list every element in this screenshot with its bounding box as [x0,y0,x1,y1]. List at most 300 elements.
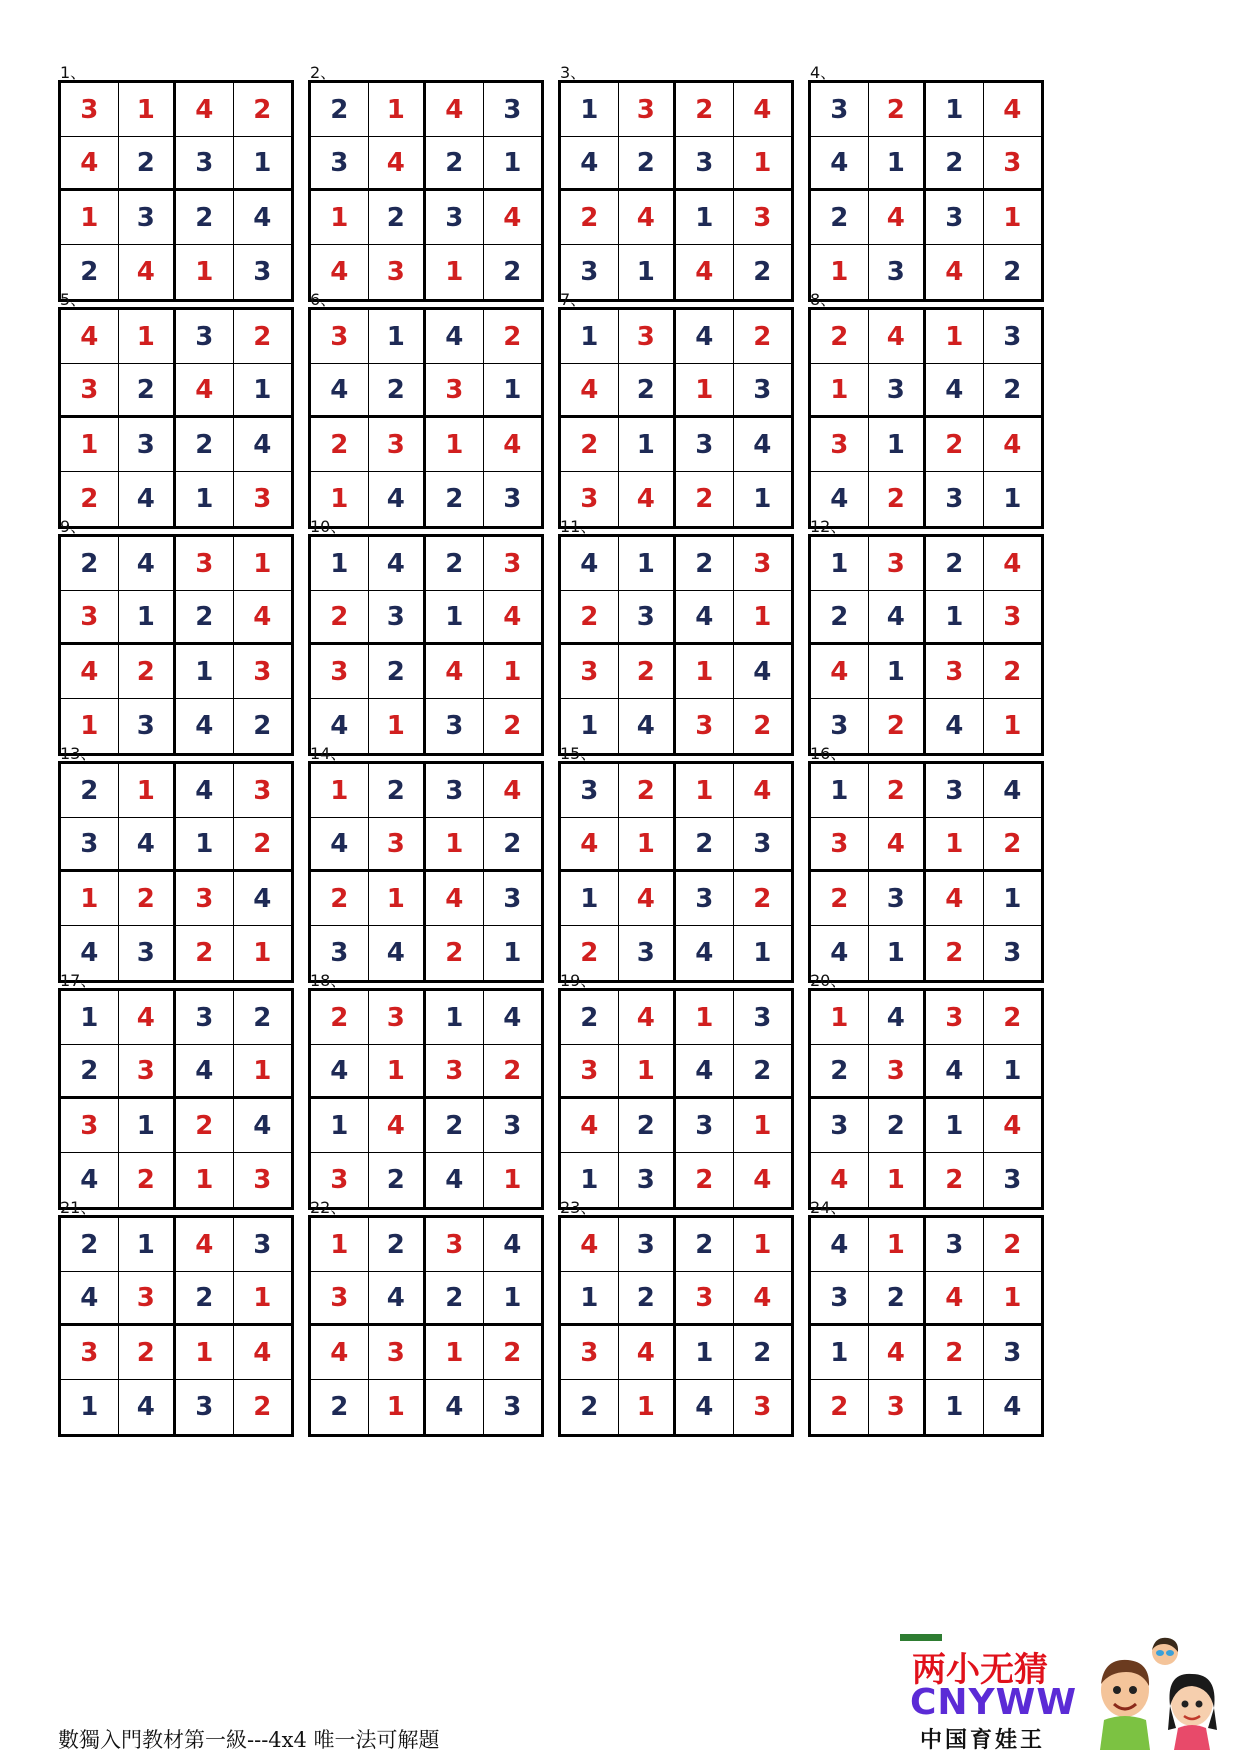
sudoku-cell: 4 [484,1218,542,1272]
puzzle-number: 23、 [560,1198,597,1217]
sudoku-cell: 4 [61,310,119,364]
sudoku-cell: 3 [426,364,484,418]
sudoku-cell: 2 [176,1272,234,1326]
sudoku-cell: 3 [984,1326,1042,1380]
sudoku-cell: 1 [311,1099,369,1153]
sudoku-cell: 3 [869,872,927,926]
sudoku-cell: 1 [619,818,677,872]
sudoku-cell: 2 [676,818,734,872]
sudoku-cell: 2 [311,1380,369,1434]
sudoku-board [308,307,544,529]
sudoku-cell: 4 [119,245,177,299]
sudoku-cell: 1 [369,699,427,753]
sudoku-cell: 3 [869,1045,927,1099]
sudoku-cell: 2 [1003,257,1022,287]
sudoku-cell: 3 [869,245,927,299]
sudoku-cell: 3 [369,418,427,472]
sudoku-cell: 3 [176,137,234,191]
sudoku-cell: 3 [561,764,619,818]
sudoku-cell: 1 [753,938,772,968]
puzzle-number: 7、 [560,290,587,309]
sudoku-cell: 1 [1003,711,1022,741]
brand-wordmark: CNYWW [910,1682,1078,1723]
sudoku-cell: 2 [869,1099,927,1153]
sudoku-cell: 1 [426,245,484,299]
sudoku-puzzle [808,60,1048,314]
sudoku-cell: 2 [561,1380,619,1434]
sudoku-cell: 3 [119,418,177,472]
sudoku-cell: 1 [926,1099,984,1153]
sudoku-cell: 3 [561,1326,619,1380]
sudoku-cell: 2 [426,137,484,191]
sudoku-cell: 3 [926,472,984,526]
sudoku-cell: 3 [926,1218,984,1272]
sudoku-cell: 4 [61,926,119,980]
sudoku-cell: 2 [234,83,292,137]
sudoku-puzzle [558,287,798,541]
sudoku-cell: 1 [176,472,234,526]
sudoku-cell: 4 [676,926,734,980]
sudoku-cell: 2 [753,257,772,287]
sudoku-board [808,988,1044,1210]
sudoku-cell: 1 [619,537,677,591]
sudoku-cell: 1 [61,872,119,926]
sudoku-cell: 3 [1003,938,1022,968]
sudoku-cell: 3 [369,591,427,645]
sudoku-cell: 2 [734,1326,792,1380]
sudoku-cell: 2 [369,191,427,245]
sudoku-cell: 4 [984,764,1042,818]
sudoku-board [808,80,1044,302]
sudoku-cell: 4 [61,1153,119,1207]
sudoku-cell: 4 [61,1272,119,1326]
sudoku-puzzle [808,514,1048,768]
brand-logo [900,1632,1230,1753]
sudoku-cell: 3 [176,310,234,364]
sudoku-cell: 4 [426,83,484,137]
sudoku-cell: 3 [311,137,369,191]
sudoku-cell: 1 [561,872,619,926]
sudoku-cell: 4 [926,699,984,753]
sudoku-cell: 1 [734,591,792,645]
sudoku-cell: 4 [484,764,542,818]
sudoku-cell: 1 [503,938,522,968]
sudoku-cell: 4 [984,1099,1042,1153]
sudoku-cell: 3 [176,872,234,926]
sudoku-cell: 3 [426,699,484,753]
sudoku-cell: 4 [311,245,369,299]
sudoku-cell: 4 [484,418,542,472]
sudoku-cell: 4 [426,310,484,364]
sudoku-cell: 3 [119,191,177,245]
sudoku-cell: 4 [811,472,869,526]
sudoku-cell: 1 [676,645,734,699]
sudoku-cell: 3 [676,137,734,191]
sudoku-cell: 2 [311,83,369,137]
sudoku-cell: 4 [734,645,792,699]
sudoku-cell: 2 [676,537,734,591]
sudoku-cell: 3 [984,137,1042,191]
sudoku-cell: 1 [619,418,677,472]
sudoku-cell: 1 [253,938,272,968]
sudoku-cell: 2 [176,926,234,980]
sudoku-cell: 4 [753,1165,772,1195]
sudoku-cell: 2 [119,1326,177,1380]
sudoku-puzzle [58,287,298,541]
sudoku-cell: 4 [234,872,292,926]
sudoku-cell: 1 [561,699,619,753]
sudoku-cell: 4 [561,137,619,191]
sudoku-cell: 2 [234,310,292,364]
sudoku-cell: 1 [311,472,369,526]
sudoku-cell: 4 [369,1272,427,1326]
sudoku-cell: 4 [369,137,427,191]
sudoku-cell: 2 [61,1218,119,1272]
sudoku-cell: 2 [753,711,772,741]
puzzle-number: 17、 [60,971,97,990]
sudoku-cell: 1 [926,818,984,872]
sudoku-cell: 3 [484,83,542,137]
puzzle-number: 12、 [810,517,847,536]
sudoku-cell: 1 [869,137,927,191]
sudoku-cell: 1 [561,310,619,364]
sudoku-cell: 4 [811,1153,869,1207]
sudoku-cell: 3 [176,537,234,591]
sudoku-board [308,988,544,1210]
puzzle-number: 15、 [560,744,597,763]
sudoku-board [308,1215,544,1437]
sudoku-cell: 3 [676,418,734,472]
sudoku-cell: 4 [119,1380,177,1434]
sudoku-cell: 4 [734,764,792,818]
sudoku-cell: 4 [119,991,177,1045]
sudoku-cell: 4 [484,591,542,645]
sudoku-cell: 1 [426,418,484,472]
puzzle-number: 3、 [560,63,587,82]
sudoku-cell: 2 [811,872,869,926]
sudoku-cell: 4 [561,1218,619,1272]
puzzle-number: 16、 [810,744,847,763]
sudoku-cell: 1 [484,137,542,191]
sudoku-cell: 2 [869,472,927,526]
puzzle-number: 11、 [560,517,597,536]
sudoku-cell: 2 [119,872,177,926]
sudoku-cell: 3 [734,818,792,872]
sudoku-cell: 2 [984,1218,1042,1272]
sudoku-cell: 2 [311,591,369,645]
puzzle-number: 13、 [60,744,97,763]
sudoku-cell: 1 [61,191,119,245]
sudoku-cell: 3 [426,764,484,818]
sudoku-cell: 3 [619,926,677,980]
sudoku-cell: 2 [253,711,272,741]
sudoku-cell: 3 [119,1045,177,1099]
sudoku-cell: 2 [61,764,119,818]
sudoku-cell: 4 [811,137,869,191]
sudoku-cell: 4 [176,699,234,753]
sudoku-cell: 1 [811,1326,869,1380]
sudoku-cell: 1 [484,1272,542,1326]
sudoku-cell: 4 [676,245,734,299]
sudoku-cell: 3 [253,257,272,287]
sudoku-cell: 3 [561,245,619,299]
sudoku-cell: 4 [926,364,984,418]
sudoku-cell: 2 [119,645,177,699]
sudoku-cell: 3 [61,818,119,872]
sudoku-cell: 3 [926,991,984,1045]
sudoku-cell: 2 [561,591,619,645]
sudoku-cell: 2 [869,699,927,753]
sudoku-cell: 1 [811,364,869,418]
sudoku-cell: 2 [561,191,619,245]
sudoku-cell: 3 [811,818,869,872]
sudoku-cell: 2 [234,991,292,1045]
sudoku-cell: 2 [676,83,734,137]
sudoku-cell: 4 [676,1380,734,1434]
sudoku-puzzle [58,514,298,768]
sudoku-cell: 4 [369,1099,427,1153]
sudoku-cell: 3 [311,645,369,699]
sudoku-cell: 4 [176,83,234,137]
sudoku-board [58,307,294,529]
sudoku-cell: 3 [61,591,119,645]
sudoku-cell: 1 [811,991,869,1045]
sudoku-cell: 2 [61,245,119,299]
sudoku-cell: 1 [753,484,772,514]
sudoku-cell: 4 [426,1153,484,1207]
sudoku-cell: 4 [311,1326,369,1380]
sudoku-cell: 1 [61,699,119,753]
sudoku-cell: 3 [119,926,177,980]
sudoku-cell: 2 [619,364,677,418]
sudoku-puzzle [808,968,1048,1222]
puzzle-number: 10、 [310,517,347,536]
sudoku-cell: 2 [369,645,427,699]
sudoku-cell: 1 [926,83,984,137]
sudoku-cell: 4 [61,137,119,191]
sudoku-cell: 1 [984,1045,1042,1099]
sudoku-cell: 2 [503,711,522,741]
sudoku-cell: 1 [61,991,119,1045]
puzzle-number: 8、 [810,290,837,309]
puzzle-number: 9、 [60,517,87,536]
sudoku-cell: 1 [426,591,484,645]
sudoku-cell: 3 [561,1045,619,1099]
sudoku-cell: 4 [984,83,1042,137]
sudoku-cell: 1 [426,818,484,872]
sudoku-puzzle [558,968,798,1222]
sudoku-cell: 4 [484,991,542,1045]
sudoku-cell: 3 [176,1380,234,1434]
cartoon-kids-icon [1080,1632,1230,1750]
puzzle-number: 18、 [310,971,347,990]
sudoku-cell: 4 [734,418,792,472]
sudoku-cell: 4 [119,818,177,872]
puzzle-number: 21、 [60,1198,97,1217]
sudoku-cell: 1 [811,764,869,818]
sudoku-cell: 2 [369,764,427,818]
sudoku-cell: 2 [234,818,292,872]
sudoku-cell: 3 [503,484,522,514]
sudoku-cell: 4 [176,364,234,418]
puzzle-number: 4、 [810,63,837,82]
sudoku-cell: 4 [311,699,369,753]
sudoku-cell: 1 [503,1165,522,1195]
sudoku-cell: 1 [734,1099,792,1153]
sudoku-cell: 4 [369,926,427,980]
sudoku-cell: 1 [734,137,792,191]
sudoku-puzzle [808,741,1048,995]
sudoku-board [558,761,794,983]
sudoku-cell: 2 [61,537,119,591]
sudoku-cell: 4 [676,591,734,645]
sudoku-cell: 2 [61,1045,119,1099]
sudoku-cell: 3 [176,991,234,1045]
sudoku-cell: 4 [561,537,619,591]
sudoku-cell: 3 [426,1045,484,1099]
sudoku-cell: 4 [176,1045,234,1099]
sudoku-cell: 4 [369,472,427,526]
sudoku-cell: 4 [369,537,427,591]
sudoku-cell: 1 [234,1045,292,1099]
sudoku-cell: 3 [619,1218,677,1272]
sudoku-board [58,534,294,756]
sudoku-cell: 1 [61,1380,119,1434]
sudoku-cell: 2 [734,310,792,364]
sudoku-board [808,534,1044,756]
sudoku-cell: 3 [484,1099,542,1153]
sudoku-cell: 1 [426,991,484,1045]
sudoku-cell: 4 [119,472,177,526]
sudoku-cell: 2 [253,1392,272,1422]
sudoku-cell: 4 [426,872,484,926]
sudoku-cell: 4 [619,872,677,926]
sudoku-cell: 1 [176,245,234,299]
sudoku-cell: 1 [869,1153,927,1207]
sudoku-cell: 1 [369,1045,427,1099]
sudoku-cell: 1 [119,1099,177,1153]
sudoku-cell: 2 [619,1099,677,1153]
sudoku-board [308,80,544,302]
sudoku-cell: 3 [234,645,292,699]
sudoku-cell: 3 [734,191,792,245]
sudoku-cell: 2 [176,191,234,245]
sudoku-cell: 3 [311,926,369,980]
sudoku-cell: 1 [426,1326,484,1380]
sudoku-board [558,307,794,529]
sudoku-cell: 1 [369,83,427,137]
sudoku-cell: 4 [926,1045,984,1099]
sudoku-cell: 4 [234,191,292,245]
sudoku-cell: 3 [369,245,427,299]
sudoku-cell: 4 [234,1326,292,1380]
sudoku-cell: 2 [426,1272,484,1326]
sudoku-cell: 2 [676,1153,734,1207]
sudoku-cell: 3 [619,1153,677,1207]
brand-tagline: 中国育娃王 [920,1728,1046,1753]
sudoku-cell: 3 [734,364,792,418]
sudoku-cell: 4 [676,310,734,364]
sudoku-puzzle [558,741,798,995]
sudoku-cell: 4 [926,872,984,926]
sudoku-cell: 1 [484,364,542,418]
sudoku-cell: 3 [426,1218,484,1272]
sudoku-cell: 2 [619,764,677,818]
sudoku-cell: 3 [676,699,734,753]
sudoku-cell: 1 [561,83,619,137]
sudoku-cell: 3 [811,418,869,472]
sudoku-cell: 3 [811,1099,869,1153]
sudoku-cell: 1 [176,1153,234,1207]
sudoku-cell: 4 [869,591,927,645]
sudoku-cell: 4 [426,1380,484,1434]
sudoku-cell: 1 [926,1380,984,1434]
sudoku-cell: 1 [926,591,984,645]
sudoku-board [308,761,544,983]
sudoku-cell: 3 [753,1392,772,1422]
sudoku-cell: 3 [811,699,869,753]
sudoku-cell: 4 [869,991,927,1045]
sudoku-cell: 2 [811,310,869,364]
sudoku-cell: 4 [311,818,369,872]
sudoku-cell: 2 [811,1045,869,1099]
sudoku-cell: 2 [811,191,869,245]
sudoku-puzzle [308,741,548,995]
sudoku-cell: 2 [311,872,369,926]
sudoku-cell: 3 [369,1326,427,1380]
sudoku-cell: 4 [811,1218,869,1272]
sudoku-board [558,988,794,1210]
sudoku-cell: 1 [734,1218,792,1272]
sudoku-puzzle [308,1195,548,1449]
puzzle-number: 14、 [310,744,347,763]
sudoku-board [558,80,794,302]
sudoku-cell: 1 [369,872,427,926]
sudoku-cell: 4 [869,818,927,872]
sudoku-cell: 1 [926,310,984,364]
sudoku-board [308,534,544,756]
sudoku-cell: 2 [176,591,234,645]
sudoku-cell: 3 [1003,1165,1022,1195]
sudoku-cell: 3 [676,1099,734,1153]
sudoku-board [808,1215,1044,1437]
sudoku-cell: 4 [869,1326,927,1380]
sudoku-cell: 3 [61,1099,119,1153]
sudoku-cell: 3 [926,191,984,245]
sudoku-cell: 3 [984,310,1042,364]
sudoku-cell: 3 [561,645,619,699]
sudoku-cell: 3 [869,364,927,418]
sudoku-board [808,761,1044,983]
sudoku-cell: 2 [619,1272,677,1326]
sudoku-cell: 3 [869,1380,927,1434]
sudoku-cell: 2 [869,764,927,818]
sudoku-cell: 3 [119,1272,177,1326]
sudoku-cell: 4 [561,364,619,418]
sudoku-cell: 2 [426,1099,484,1153]
sudoku-cell: 1 [869,418,927,472]
sudoku-cell: 2 [561,991,619,1045]
sudoku-cell: 1 [61,418,119,472]
sudoku-cell: 1 [119,83,177,137]
sudoku-cell: 4 [619,191,677,245]
sudoku-cell: 4 [61,645,119,699]
sudoku-cell: 1 [369,310,427,364]
sudoku-puzzle [308,60,548,314]
sudoku-cell: 1 [119,310,177,364]
sudoku-cell: 2 [484,1045,542,1099]
sudoku-cell: 2 [426,472,484,526]
